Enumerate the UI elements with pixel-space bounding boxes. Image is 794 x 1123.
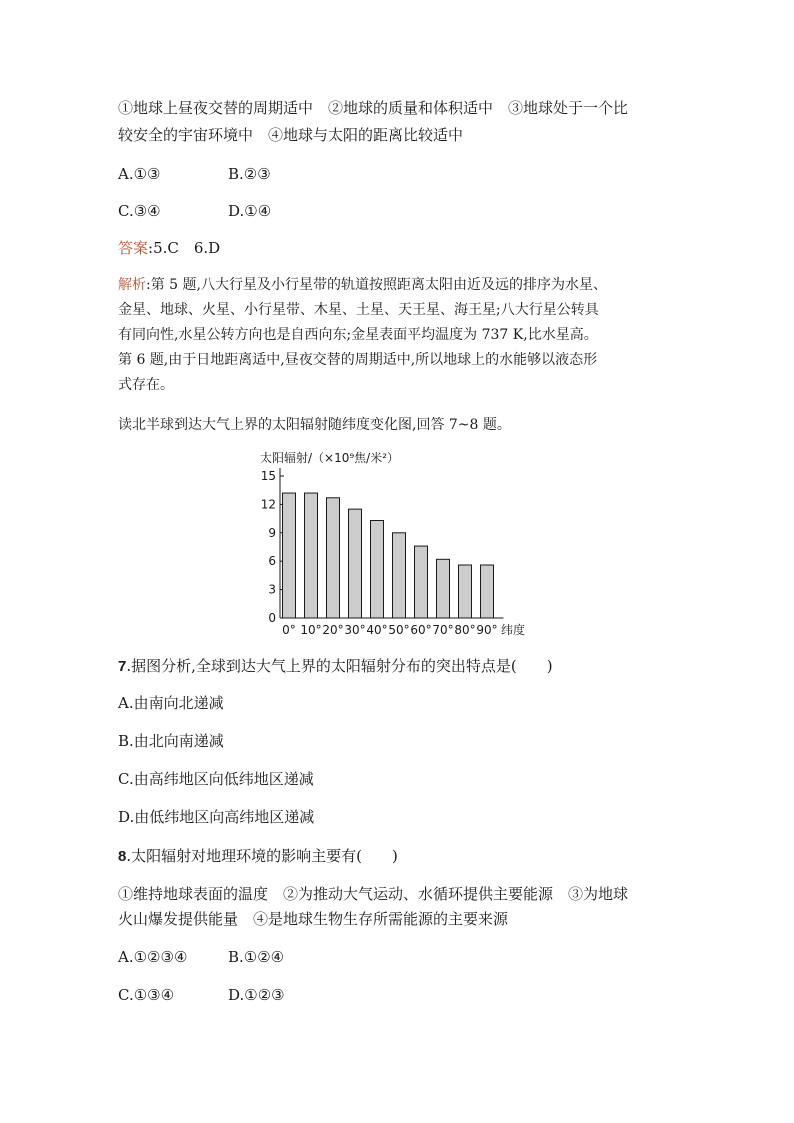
y-tick-label: 12	[260, 497, 276, 512]
analysis-line-3: 有同向性,水星公转方向也是自西向东;金星表面平均温度为 737 K,比水星高。	[118, 327, 598, 343]
x-tick-label: 50°	[388, 623, 410, 637]
x-axis-label: 纬度	[501, 623, 526, 637]
x-tick-label: 80°	[454, 623, 476, 637]
x-tick-label: 30°	[344, 623, 366, 637]
bar	[415, 546, 428, 618]
q7-number: 7	[118, 658, 127, 675]
q6-option-a: A.①③	[118, 165, 161, 183]
q6-statements-line-2: 较安全的宇宙环境中 ④地球与太阳的距离比较适中	[118, 126, 464, 144]
x-tick-label: 60°	[410, 623, 432, 637]
q8-statements-line-2: 火山爆发提供能量 ④是地球生物生存所需能源的主要来源	[118, 910, 509, 928]
y-tick-label: 9	[268, 525, 276, 540]
y-tick-label: 6	[268, 554, 276, 569]
q6-option-d: D.①④	[228, 202, 272, 220]
q6-option-c: C.③④	[118, 202, 161, 220]
q6-option-b: B.②③	[228, 165, 271, 183]
bar	[327, 498, 340, 618]
q7-stem-text: .据图分析,全球到达大气上界的太阳辐射分布的突出特点是( )	[126, 657, 553, 675]
y-tick-label: 3	[268, 582, 276, 597]
bar	[305, 493, 318, 618]
bar	[349, 509, 362, 618]
analysis-text-1: :第 5 题,八大行星及小行星带的轨道按照距离太阳由近及远的排序为水星、	[146, 277, 607, 293]
y-tick-label: 15	[260, 469, 276, 483]
x-tick-label: 20°	[322, 623, 344, 637]
analysis-line-2: 金星、地球、火星、小行星带、木星、土星、天王星、海王星;八大行星公转具	[118, 302, 599, 318]
y-tick-label: 0	[268, 611, 276, 625]
q7-option-b: B.由北向南递减	[118, 732, 224, 750]
analysis-line-4: 第 6 题,由于日地距离适中,昼夜交替的周期适中,所以地球上的水能够以液态形	[118, 352, 598, 368]
chart-intro: 读北半球到达大气上界的太阳辐射随纬度变化图,回答 7~8 题。	[118, 417, 511, 433]
analysis-label: 解析	[118, 277, 146, 293]
analysis-line-1	[118, 275, 607, 295]
answer-label: 答案	[118, 239, 149, 257]
answer-line	[118, 238, 220, 258]
answer-text: :5.C 6.D	[148, 239, 221, 257]
bar	[393, 533, 406, 618]
x-tick-label: 40°	[366, 623, 388, 637]
q8-option-a: A.①②③④	[118, 948, 188, 966]
bar	[371, 520, 384, 618]
q8-option-b: B.①②④	[228, 948, 285, 966]
q8-option-c: C.①③④	[118, 986, 175, 1004]
bar	[481, 565, 494, 618]
q8-stem	[118, 846, 398, 867]
bar	[459, 565, 472, 618]
x-tick-label: 0°	[282, 623, 296, 637]
q7-option-d: D.由低纬地区向高纬地区递减	[118, 808, 315, 826]
q8-option-d: D.①②③	[228, 986, 285, 1004]
solar-radiation-bar-chart	[250, 445, 550, 645]
x-tick-label: 10°	[300, 623, 322, 637]
q8-number: 8	[118, 848, 127, 865]
bar	[437, 559, 450, 618]
q8-statements-line-1: ①维持地球表面的温度 ②为推动大气运动、水循环提供主要能源 ③为地球	[118, 885, 629, 903]
bar	[283, 493, 296, 618]
analysis-line-5: 式存在。	[118, 377, 174, 393]
x-tick-label: 90°	[476, 623, 498, 637]
q8-stem-text: .太阳辐射对地理环境的影响主要有( )	[126, 847, 398, 865]
y-axis-label: 太阳辐射/（×10⁹焦/米²）	[260, 451, 400, 465]
q6-statements-line-1: ①地球上昼夜交替的周期适中 ②地球的质量和体积适中 ③地球处于一个比	[118, 99, 629, 117]
q7-option-a: A.由南向北递减	[118, 694, 224, 712]
q7-stem	[118, 656, 553, 677]
x-tick-label: 70°	[432, 623, 454, 637]
q7-option-c: C.由高纬地区向低纬地区递减	[118, 770, 314, 788]
